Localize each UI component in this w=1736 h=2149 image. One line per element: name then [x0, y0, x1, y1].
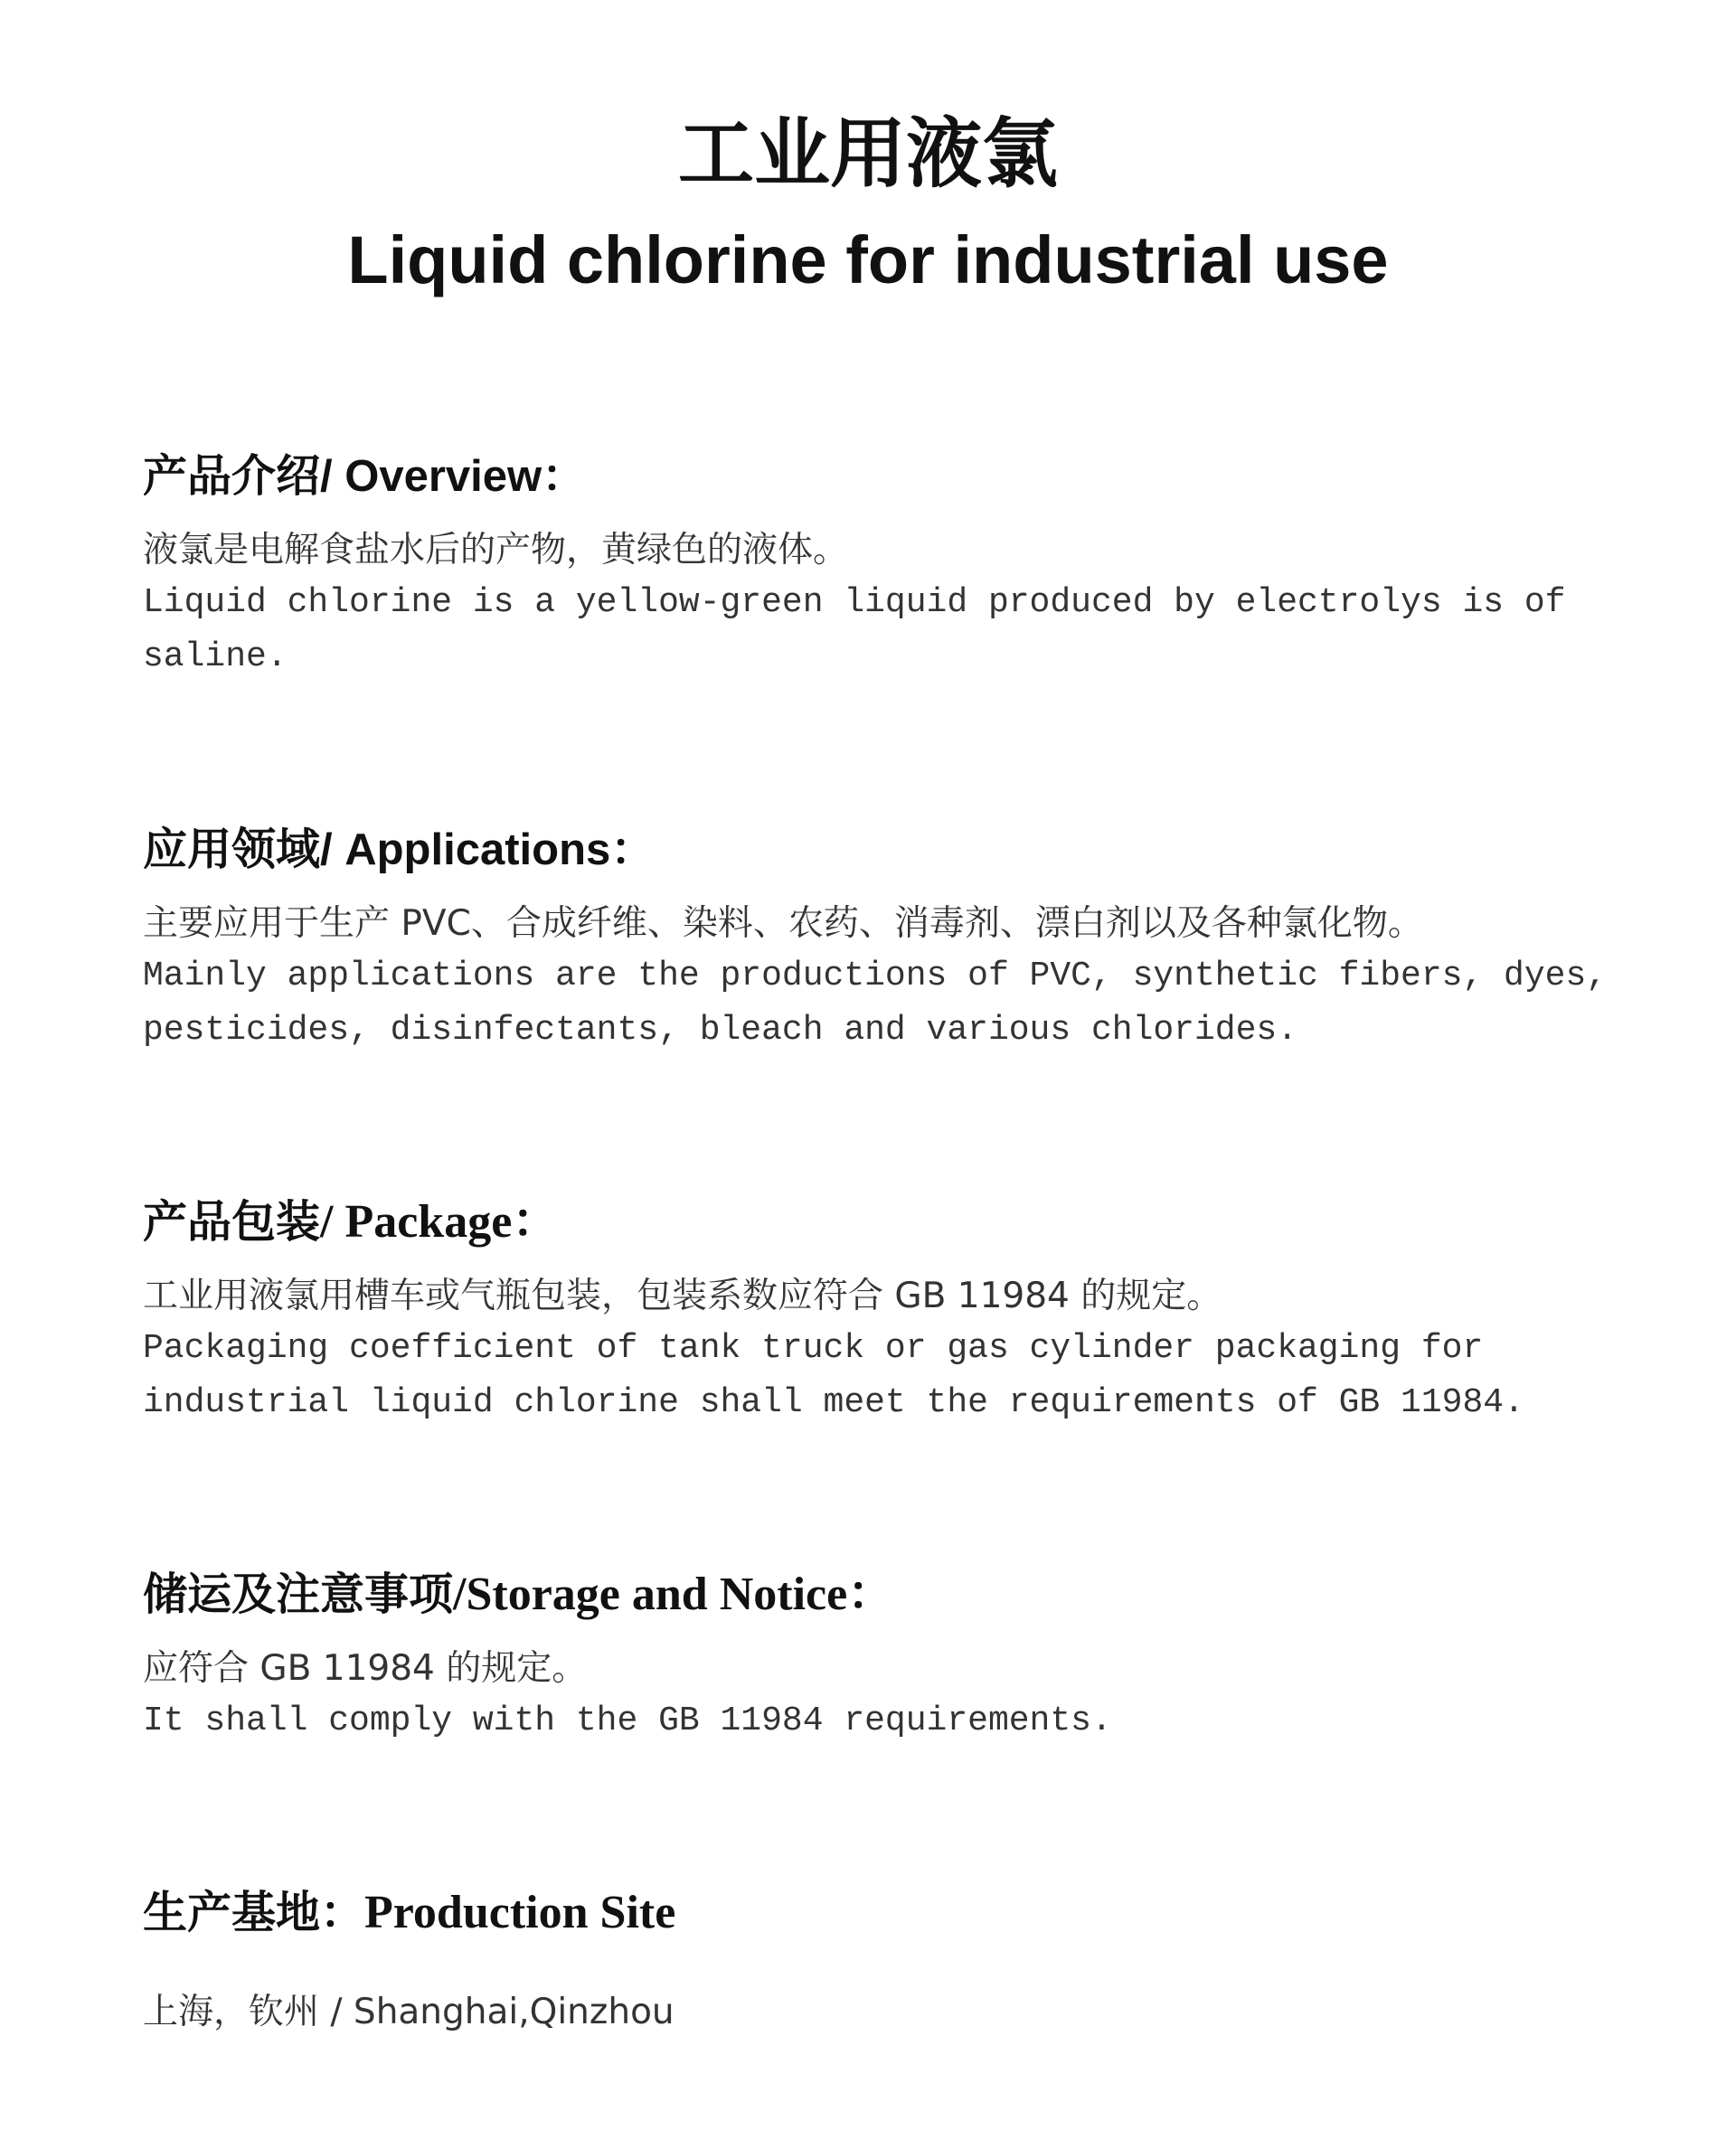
section-package: [143, 1193, 1608, 1430]
section-body-en: It shall comply with the GB 11984 requirements.: [143, 1701, 1112, 1740]
section-overview: [143, 448, 1608, 684]
section-heading-en: / Overview：: [320, 452, 587, 501]
section-heading: [143, 448, 1608, 505]
section-body-zh: 应符合 GB 11984 的规定。: [143, 1648, 588, 1689]
section-heading-zh: 应用领域: [143, 824, 321, 875]
section-body-en: Liquid chlorine is a yellow-green liquid produced by electrolys is of saline.: [143, 583, 1566, 676]
section-storage: [143, 1566, 1608, 1748]
section-heading: [143, 1566, 1608, 1624]
section-heading-zh: 储运及注意事项: [143, 1569, 454, 1620]
section-heading-zh: 产品包装: [143, 1196, 321, 1248]
section-heading-en: /Storage and Notice：: [453, 1569, 895, 1620]
section-heading: [143, 821, 1608, 879]
section-heading-zh: 产品介绍: [143, 450, 321, 502]
section-heading-en: Production Site: [364, 1887, 676, 1938]
section-body-en: Packaging coefficient of tank truck or gas cylinder packaging for industrial liquid chlorine shall meet the requirements of GB 11984.: [143, 1329, 1524, 1422]
section-heading-zh: 生产基地：: [143, 1887, 365, 1938]
section-body-zh: 工业用液氯用槽车或气瓶包装，包装系数应符合 GB 11984 的规定。: [143, 1276, 1222, 1316]
document-title-english: Liquid chlorine for industrial use: [347, 222, 1389, 297]
document-title-chinese: 工业用液氯: [677, 109, 1058, 198]
section-body-site: 上海，钦州 / Shanghai,Qinzhou: [143, 1992, 675, 2032]
section-body-zh: 液氯是电解食盐水后的产物，黄绿色的液体。: [143, 530, 849, 570]
section-body-zh: 主要应用于生产 PVC、合成纤维、染料、农药、消毒剂、漂白剂以及各种氯化物。: [143, 903, 1423, 944]
section-applications: [143, 821, 1608, 1058]
section-body-en: Mainly applications are the productions of PVC, synthetic fibers, dyes, pesticides, disinfectants, bleach and various chlorides.: [143, 957, 1608, 1050]
section-heading: [143, 1193, 1608, 1251]
section-heading-en: / Package：: [320, 1196, 560, 1248]
section-heading: [143, 1884, 1608, 1942]
section-production-site: [143, 1884, 1608, 2038]
section-heading-en: / Applications：: [320, 825, 656, 874]
